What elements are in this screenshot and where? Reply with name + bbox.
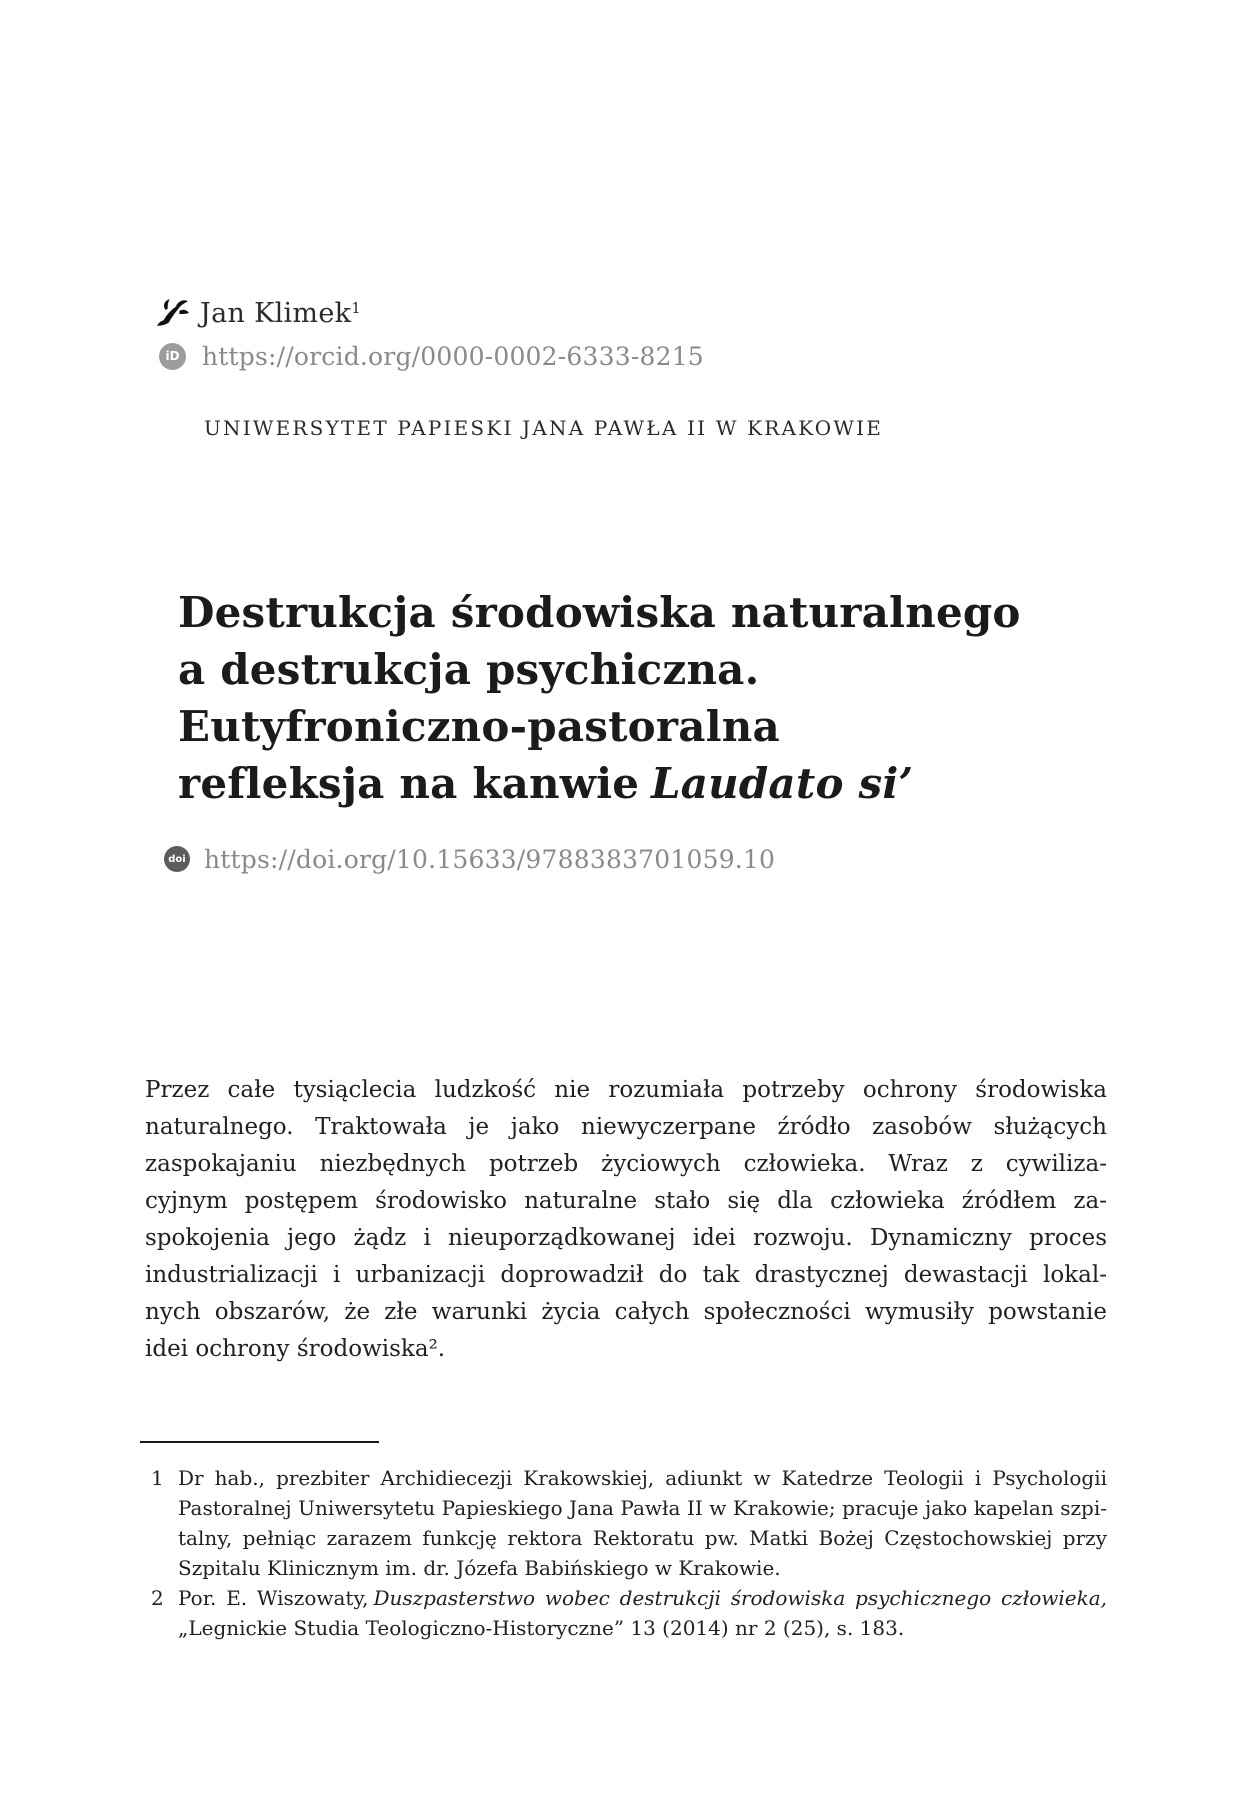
- doi-line: [164, 845, 775, 873]
- orcid-icon: iD: [159, 343, 186, 370]
- floral-fleuron-icon: [156, 295, 190, 331]
- body-line: idei ochrony środowiska².: [145, 1336, 446, 1362]
- footnote-line: talny, pełniąc zarazem funkcję rektora Rektoratu pw. Matki Bożej Częstochowskiej przy: [178, 1526, 1107, 1550]
- footnotes: [145, 1463, 1107, 1643]
- orcid-link[interactable]: https://orcid.org/0000-0002-6333-8215: [202, 341, 704, 371]
- footnote-italic-work: Duszpasterstwo wobec destrukcji środowiska psychicznego człowieka,: [373, 1586, 1107, 1610]
- body-line: spokojenia jego żądz i nieuporządkowanej idei rozwoju. Dynamiczny proces: [145, 1225, 1107, 1251]
- orcid-line: [159, 341, 704, 371]
- footnote-line: „Legnickie Studia Teologiczno-Historyczne” 13 (2014) nr 2 (25), s. 183.: [178, 1616, 905, 1640]
- footnote-item: [145, 1583, 1107, 1643]
- title-line: refleksja na kanwie Laudato si’: [178, 759, 914, 808]
- title-line: Destrukcja środowiska naturalnego: [178, 588, 1021, 637]
- body-line: zaspokajaniu niezbędnych potrzeb życiowych człowieka. Wraz z cywiliza-: [145, 1151, 1107, 1177]
- title-line: Eutyfroniczno-pastoralna: [178, 702, 780, 751]
- footnote-text: [178, 1583, 1107, 1643]
- doi-icon: doi: [164, 846, 190, 872]
- title-italic-work: Laudato si’: [650, 759, 914, 808]
- body-line: industrializacji i urbanizacji doprowadził do tak drastycznej dewastacji lokal-: [145, 1262, 1107, 1288]
- body-line: Przez całe tysiąclecia ludzkość nie rozumiała potrzeby ochrony środowiska: [145, 1077, 1107, 1103]
- affiliation: UNIWERSYTET PAPIESKI JANA PAWŁA II W KRAKOWIE: [204, 416, 884, 440]
- title-line: a destrukcja psychiczna.: [178, 645, 760, 694]
- footnote-item: [145, 1463, 1107, 1583]
- author-name: Jan Klimek$^1$: [200, 297, 362, 329]
- doi-link[interactable]: https://doi.org/10.15633/9788383701059.10: [204, 844, 776, 874]
- article-title: [178, 584, 1021, 812]
- footnote-line: Szpitalu Klinicznym im. dr. Józefa Babińskiego w Krakowie.: [178, 1556, 781, 1580]
- body-line: nych obszarów, że złe warunki życia całych społeczności wymusiły powstanie: [145, 1299, 1107, 1325]
- footnote-line: Dr hab., prezbiter Archidiecezji Krakowskiej, adiunkt w Katedrze Teologii i Psychologii: [178, 1466, 1107, 1490]
- footnote-line: Pastoralnej Uniwersytetu Papieskiego Jana Pawła II w Krakowie; pracuje jako kapelan szpi-: [178, 1496, 1107, 1520]
- footnote-rule: [140, 1441, 379, 1443]
- body-line: naturalnego. Traktowała je jako niewyczerpane źródło zasobów służących: [145, 1114, 1107, 1140]
- author-footnote-marker: 1: [351, 298, 362, 317]
- footnote-number: 2: [151, 1586, 164, 1610]
- body-line: cyjnym postępem środowisko naturalne stało się dla człowieka źródłem za-: [145, 1188, 1107, 1214]
- body-paragraph: [145, 1072, 1107, 1368]
- footnote-number: 1: [151, 1466, 164, 1490]
- footnote-line: Por. E. Wiszowaty, Duszpasterstwo wobec destrukcji środowiska psychicznego człowieka,: [178, 1586, 1107, 1610]
- footnote-text: [178, 1463, 1107, 1583]
- author-line: [156, 292, 361, 334]
